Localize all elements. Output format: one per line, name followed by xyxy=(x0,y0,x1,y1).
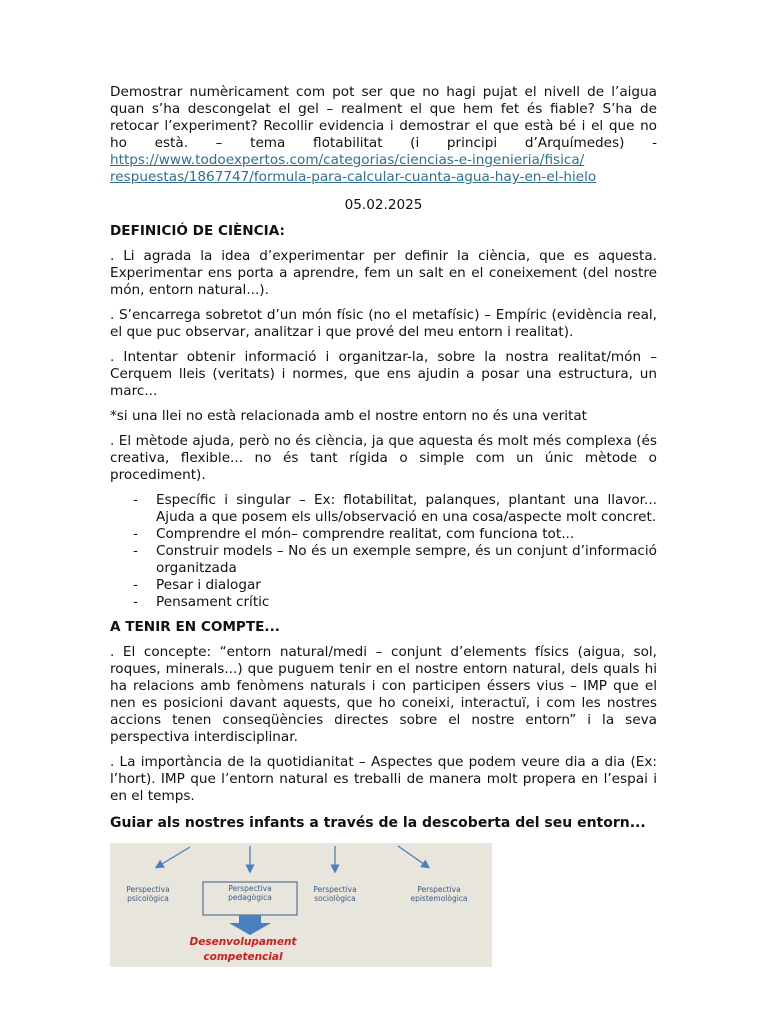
perspective-psychological: Perspectiva psicològica xyxy=(126,885,170,903)
list-item-text: Construir models – No és un exemple sempre, és un conjunt d’informació organitzada xyxy=(156,543,657,576)
reference-link[interactable] xyxy=(110,152,596,185)
intro-paragraph xyxy=(110,84,657,186)
reference-link-line1: https://www.todoexpertos.com/categorias/ciencias-e-ingenieria/fisica/ xyxy=(110,152,585,168)
document-body xyxy=(110,84,657,967)
section-heading-consider: A TENIR EN COMPTE... xyxy=(110,619,280,635)
perspective-epistemological: Perspectiva epistemològica xyxy=(410,885,468,903)
paragraph-concept: . El concepte: “entorn natural/medi – conjunt d’elements físics (aigua, sol, roques, minerals...) que puguem tenir en el nostre entorn natural, dels quals hi ha relacions amb fenòmens naturals i con participen éssers vius – IMP que el nen es posicioni davant aquests, que ho coneixi, interactuï, i com les nostres accions tenen conseqüències directes sobre el nostre entorn” i la seva perspectiva interdisciplinar. xyxy=(110,644,657,745)
perspective-sociological: Perspectiva sociològica xyxy=(313,885,357,903)
list-item xyxy=(110,543,657,577)
section-heading-science: DEFINICIÓ DE CIÈNCIA: xyxy=(110,223,285,239)
list-item-text: Específic i singular – Ex: flotabilitat, palanques, plantant una llavor... Ajuda a que posem els ulls/observació en una cosa/aspecte molt concret. xyxy=(156,492,657,525)
paragraph-daily-life: . La importància de la quotidianitat – Aspectes que podem veure dia a dia (Ex: l’hort). IMP que l’entorn natural es treballi de manera molt propera en l’espai i en el temps. xyxy=(110,754,657,804)
arrow-epistemological xyxy=(398,846,428,867)
dash-marker: - xyxy=(133,543,138,559)
dash-marker: - xyxy=(133,594,138,610)
list-item xyxy=(110,492,657,526)
list-item xyxy=(110,594,657,611)
intro-text: Demostrar numèricament com pot ser que no hagi pujat el nivell de l’aigua quan s’ha descongelat el gel – realment el que hem fet és fiable? S’ha de retocar l’experiment? Recollir evidencia i demostrar el que està bé i el que no ho està. – tema flotabilitat (i principi d’Arquímedes) - xyxy=(110,84,657,151)
list-item-text: Comprendre el món– comprendre realitat, com funciona tot... xyxy=(156,526,575,542)
perspective-pedagogical: Perspectiva pedagògica xyxy=(228,884,272,902)
reference-link-line2: respuestas/1867747/formula-para-calcular-cuanta-agua-hay-en-el-hielo xyxy=(110,169,597,185)
perspectives-diagram xyxy=(110,843,492,967)
date-label: 05.02.2025 xyxy=(344,197,423,213)
paragraph-experiment: . Li agrada la idea d’experimentar per definir la ciència, que es aquesta. Experimentar ens porta a aprendre, fem un salt en el coneixement (del nostre món, entorn natural...). xyxy=(110,248,657,298)
dash-marker: - xyxy=(133,577,138,593)
dash-marker: - xyxy=(133,492,138,508)
guide-heading: Guiar als nostres infants a través de la descoberta del seu entorn... xyxy=(110,815,646,831)
development-label: Desenvolupament competencial xyxy=(189,936,297,963)
paragraph-information: . Intentar obtenir informació i organitzar-la, sobre la nostra realitat/món – Cerquem lleis (veritats) i normes, que ens ajudin a posar una estructura, un marc... xyxy=(110,349,657,399)
paragraph-law-note: *si una llei no està relacionada amb el nostre entorn no és una veritat xyxy=(110,408,587,424)
bullet-list xyxy=(110,492,657,611)
arrow-psychological xyxy=(157,847,190,867)
list-item-text: Pesar i dialogar xyxy=(156,577,261,593)
list-item xyxy=(110,577,657,594)
down-arrow-icon xyxy=(229,915,271,935)
paragraph-physical-world: . S’encarrega sobretot d’un món físic (no el metafísic) – Empíric (evidència real, el que puc observar, analitzar i que prové del meu entorn i realitat). xyxy=(110,307,657,340)
list-item xyxy=(110,526,657,543)
dash-marker: - xyxy=(133,526,138,542)
list-item-text: Pensament crític xyxy=(156,594,270,610)
paragraph-method: . El mètode ajuda, però no és ciència, ja que aquesta és molt més complexa (és creativa, flexible... no és tant rígida o simple com un únic mètode o procediment). xyxy=(110,433,657,483)
